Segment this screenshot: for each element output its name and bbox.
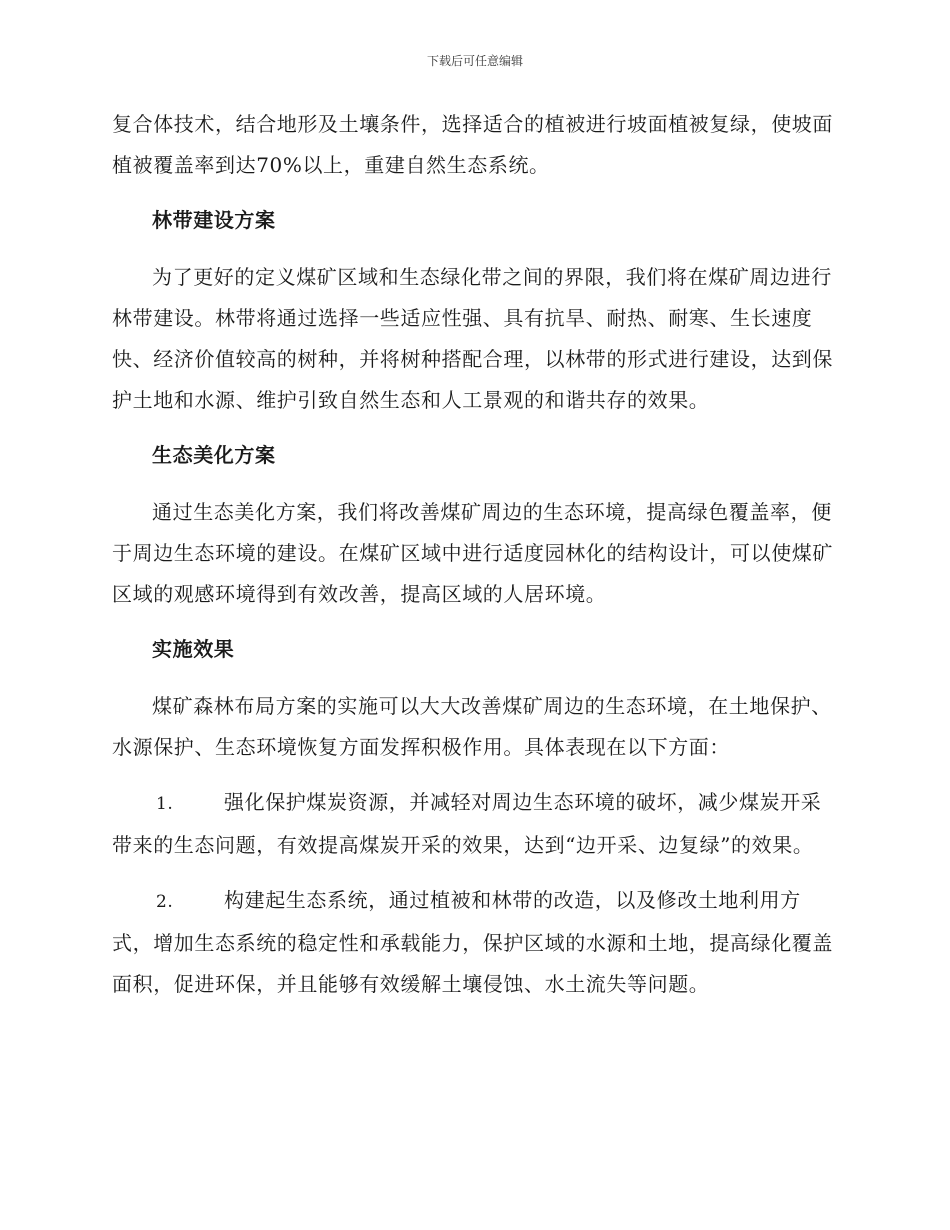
document-body — [112, 104, 834, 1019]
list-item-number: 1. — [156, 794, 174, 814]
section-heading: 实施效果 — [152, 637, 235, 661]
list-item-number: 2. — [156, 892, 174, 912]
section-heading: 生态美化方案 — [152, 443, 276, 467]
paragraph: 为了更好的定义煤矿区域和生态绿化带之间的界限，我们将在煤矿周边进行林带建设。林带将通过选择一些适应性强、具有抗旱、耐热、耐寒、生长速度快、经济价值较高的树种，并将树种搭配合理，以林带的形式进行建设，达到保护土地和水源、维护引致自然生态和人工景观的和谐共存的效果。 — [112, 265, 833, 412]
list-item — [112, 782, 834, 866]
list-item-text: 构建起生态系统，通过植被和林带的改造，以及修改土地利用方式，增加生态系统的稳定性和承载能力，保护区域的水源和土地，提高绿化覆盖面积，促进环保，并且能够有效缓解土壤侵蚀、水土流失等问题。 — [112, 888, 833, 996]
section-heading: 林带建设方案 — [152, 208, 276, 232]
page-header: 下载后可任意编辑 — [426, 54, 523, 68]
paragraph: 通过生态美化方案，我们将改善煤矿周边的生态环境，提高绿色覆盖率，便于周边生态环境的建设。在煤矿区域中进行适度园林化的结构设计，可以使煤矿区域的观感环境得到有效改善，提高区域的人居环境。 — [112, 500, 833, 606]
paragraph: 煤矿森林布局方案的实施可以大大改善煤矿周边的生态环境，在土地保护、水源保护、生态环境恢复方面发挥积极作用。具体表现在以下方面： — [112, 694, 832, 759]
list-item-text: 强化保护煤炭资源，并减轻对周边生态环境的破坏，减少煤炭开采带来的生态问题，有效提高煤炭开采的效果，达到“边开采、边复绿”的效果。 — [112, 790, 822, 857]
list-item — [112, 880, 834, 1005]
paragraph: 复合体技术，结合地形及土壤条件，选择适合的植被进行坡面植被复绿，使坡面植被覆盖率到达70%以上，重建自然生态系统。 — [112, 112, 833, 177]
